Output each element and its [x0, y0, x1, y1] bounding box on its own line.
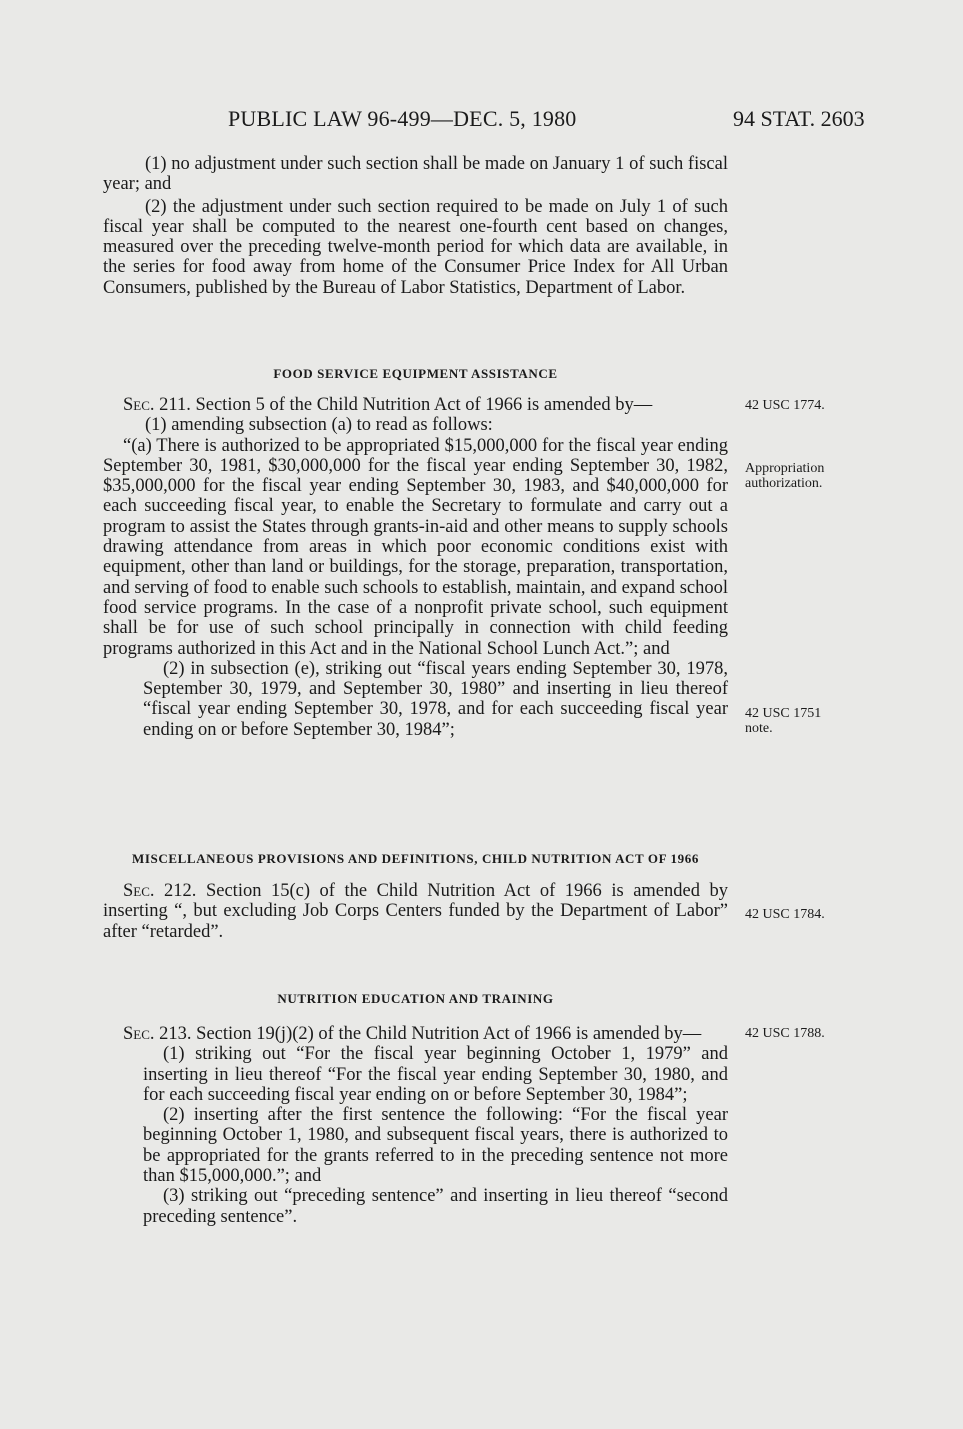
- section-heading-misc: MISCELLANEOUS PROVISIONS AND DEFINITIONS, CHILD NUTRITION ACT OF 1966: [132, 851, 699, 866]
- section-212-label: Sec. 212.: [123, 881, 197, 901]
- margin-note-1774: 42 USC 1774.: [745, 398, 825, 413]
- margin-note-1788: 42 USC 1788.: [745, 1026, 825, 1041]
- margin-note-1784: 42 USC 1784.: [745, 907, 825, 922]
- running-header-right: 94 STAT. 2603: [733, 106, 865, 131]
- body-block-2: [103, 365, 728, 740]
- margin-note-1751-line2: note.: [745, 721, 773, 736]
- margin-note-1751: [745, 706, 821, 736]
- section-213-label: Sec. 213.: [123, 1024, 192, 1044]
- paragraph-2: (2) the adjustment under such section required to be made on July 1 of such fiscal year shall be computed to the nearest one-fourth cent based on changes, measured over the preceding twelve-month period for which data are available, in the series for food away from home of the Consumer Price Index for All Urban Consumers, published by the Bureau of Labor Statistics, Department of Labor.: [103, 196, 728, 298]
- section-211: [103, 395, 728, 415]
- running-header-left: PUBLIC LAW 96-499—DEC. 5, 1980: [228, 106, 577, 131]
- margin-note-appropriation-line2: authorization.: [745, 476, 823, 491]
- section-213: [103, 1024, 728, 1044]
- section-211-text: Section 5 of the Child Nutrition Act of 1966 is amended by—: [190, 395, 653, 415]
- margin-note-1751-line1: 42 USC 1751: [745, 706, 822, 721]
- body-block-3: [103, 850, 728, 942]
- paragraph-1: (1) no adjustment under such section shall be made on January 1 of such fiscal year; and: [103, 154, 728, 195]
- section-211-label: Sec. 211.: [123, 395, 191, 415]
- section-213-text: Section 19(j)(2) of the Child Nutrition Act of 1966 is amended by—: [191, 1024, 702, 1044]
- section-211-quote: “(a) There is authorized to be appropriated $15,000,000 for the fiscal year ending September 30, 1981, $30,000,000 for the fiscal year ending September 30, 1982, $35,000,000 for the fiscal year ending September 30, 1983, and $40,000,000 for each succeeding fiscal year, to enable the Secretary to formulate and carry out a program to assist the States through grants-in-aid and other means to supply schools drawing attendance from areas in which poor economic conditions exist with equipment, other than land or buildings, for the storage, preparation, transportation, and serving of food to enable such schools to establish, maintain, and expand school food service programs. In the case of a nonprofit private school, such equipment shall be for use of such school principally in connection with child feeding programs authorized in this Act and in the National School Lunch Act.”; and: [103, 435, 728, 659]
- section-211-item-1: (1) amending subsection (a) to read as follows:: [145, 415, 493, 436]
- section-213-item-3: (3) striking out “preceding sentence” and inserting in lieu thereof “second preceding sentence”.: [143, 1186, 728, 1227]
- margin-note-appropriation: [745, 461, 824, 491]
- section-213-item-1: (1) striking out “For the fiscal year beginning October 1, 1979” and inserting in lieu thereof “For the fiscal year ending September 30, 1980, and for each succeeding fiscal year ending on or before September 30, 1984”;: [143, 1044, 728, 1105]
- section-212: [103, 881, 728, 942]
- body-block-4: [103, 990, 728, 1227]
- margin-note-appropriation-line1: Appropriation: [745, 461, 825, 476]
- body-block-1: [103, 154, 728, 298]
- section-212-text: Section 15(c) of the Child Nutrition Act of 1966 is amended by inserting “, but excluding Job Corps Centers funded by the Department of Labor” after “retarded”.: [103, 881, 728, 942]
- section-heading-nutrition: NUTRITION EDUCATION AND TRAINING: [277, 991, 554, 1006]
- section-211-item-2: (2) in subsection (e), striking out “fiscal years ending September 30, 1978, September 30, 1979, and September 30, 1980” and inserting in lieu thereof “fiscal year ending September 30, 1978, and for each succeeding fiscal year ending on or before September 30, 1984”;: [143, 658, 728, 740]
- section-213-item-2: (2) inserting after the first sentence the following: “For the fiscal year beginning October 1, 1980, and subsequent fiscal years, there is authorized to be appropriated for the grants referred to in the preceding sentence not more than $15,000,000.”; and: [143, 1105, 728, 1187]
- section-heading-food-service: FOOD SERVICE EQUIPMENT ASSISTANCE: [273, 366, 558, 381]
